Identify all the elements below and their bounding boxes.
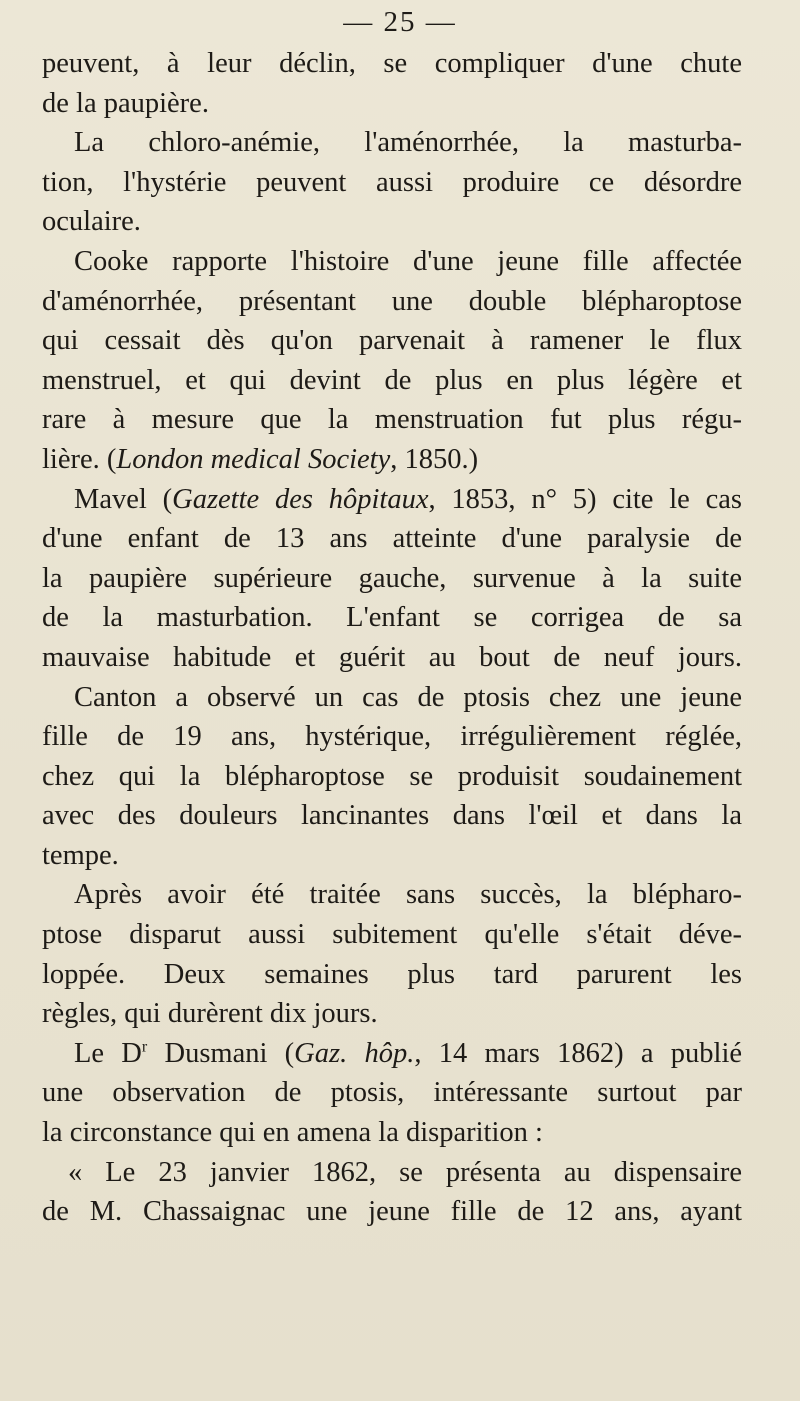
text-line: peuvent, à leur déclin, se compliquer d'une chute [42, 48, 742, 79]
text-line: oculaire. [42, 206, 141, 238]
text-line: ptose disparut aussi subitement qu'elle s'était déve- [42, 919, 742, 951]
text-line [42, 1034, 742, 1074]
text-line: chez qui la blépharoptose se produisit soudainement [42, 760, 742, 792]
text-line: avec des douleurs lancinantes dans l'œil et dans la [42, 800, 742, 832]
text-fragment: lière. ( [42, 443, 117, 475]
text-fragment: , 1853, n° 5) cite le cas [428, 483, 743, 515]
citation-title: Gazette des hôpitaux [172, 483, 429, 515]
text-line [42, 480, 742, 520]
text-line: d'aménorrhée, présentant une double blépharoptose [42, 285, 742, 317]
text-fragment: , 1850.) [390, 443, 479, 475]
body-text [42, 44, 742, 1232]
text-line: Canton a observé un cas de ptosis chez une jeune [74, 681, 742, 713]
text-fragment: Mavel ( [74, 483, 173, 515]
text-line: fille de 19 ans, hystérique, irrégulièrement réglée, [42, 721, 742, 753]
text-line [42, 440, 742, 480]
text-line: d'une enfant de 13 ans atteinte d'une paralysie de [42, 523, 742, 555]
text-line: Après avoir été traitée sans succès, la blépharo- [74, 879, 742, 911]
text-line: loppée. Deux semaines plus tard parurent les [42, 958, 742, 990]
text-line: qui cessait dès qu'on parvenait à ramener le flux [42, 325, 742, 357]
text-line: mauvaise habitude et guérit au bout de neuf jours. [42, 641, 742, 673]
text-line: La chloro-anémie, l'aménorrhée, la masturba- [74, 127, 742, 159]
text-line: tion, l'hystérie peuvent aussi produire ce désordre [42, 166, 742, 198]
text-line: une observation de ptosis, intéressante surtout par [42, 1077, 742, 1109]
text-line: de la masturbation. L'enfant se corrigea de sa [42, 602, 742, 634]
citation-title: London medical Society [116, 443, 391, 475]
citation-title: Gaz. hôp. [294, 1037, 415, 1069]
text-line: Cooke rapporte l'histoire d'une jeune fille affectée [74, 245, 742, 277]
superscript: r [141, 1038, 148, 1056]
text-line: de la paupière. [42, 87, 209, 119]
text-line: menstruel, et qui devint de plus en plus légère et [42, 364, 742, 396]
text-fragment: , 14 mars 1862) a publié [414, 1037, 743, 1069]
text-line: tempe. [42, 839, 119, 871]
page-number: — 25 — [343, 6, 457, 38]
text-line: de M. Chassaignac une jeune fille de 12 ans, ayant [42, 1196, 742, 1228]
text-line: rare à mesure que la menstruation fut plus régu- [42, 404, 742, 436]
text-line: « Le 23 janvier 1862, se présenta au dispensaire [68, 1156, 742, 1188]
text-fragment: Dusmani ( [147, 1037, 295, 1069]
text-line: la paupière supérieure gauche, survenue à la suite [42, 562, 742, 594]
text-line: la circonstance qui en amena la disparition : [42, 1117, 543, 1149]
text-line: règles, qui durèrent dix jours. [42, 998, 378, 1030]
text-fragment: Le D [74, 1037, 142, 1069]
